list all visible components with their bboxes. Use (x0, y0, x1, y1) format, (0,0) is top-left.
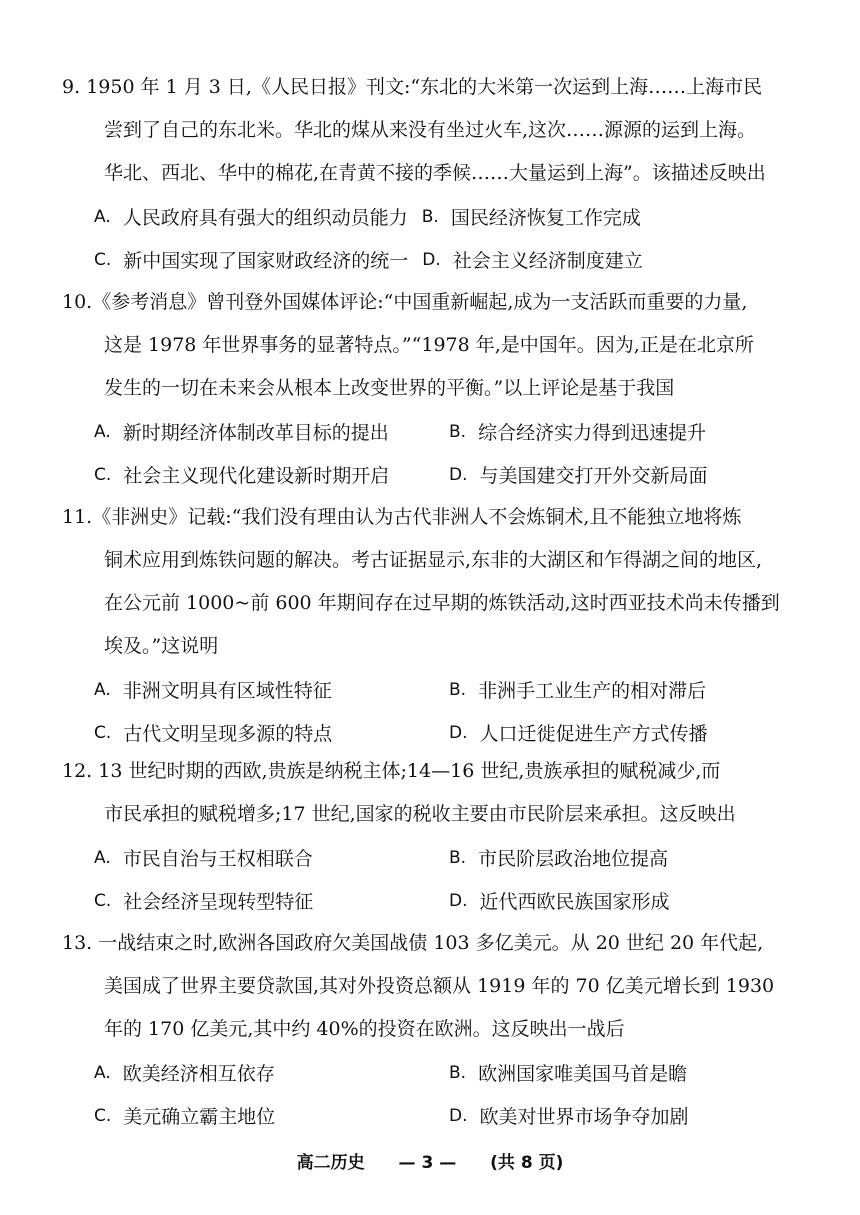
option-letter: A. (94, 1062, 111, 1083)
question-text-line: 尝到了自己的东北米。华北的煤从来没有坐过火车,这次……源源的运到上海。 (104, 119, 757, 141)
option-text: 市民自治与王权相联合 (122, 848, 313, 870)
option-b[interactable] (449, 844, 668, 871)
option-b[interactable] (449, 418, 706, 445)
option-d[interactable] (422, 246, 643, 273)
option-text: 社会主义经济制度建立 (452, 250, 643, 272)
question-13 (62, 922, 804, 1137)
option-letter: B. (449, 1062, 467, 1083)
option-text: 市民阶层政治地位提高 (478, 848, 669, 870)
question-text-line: 13 世纪时期的西欧,贵族是纳税主体;14—16 世纪,贵族承担的赋税减少,而 (98, 760, 721, 782)
question-text-line: 1950 年 1 月 3 日,《人民日报》刊文:“东北的大米第一次运到上海……上海市民 (86, 76, 763, 98)
question-10 (62, 281, 804, 496)
options (62, 668, 804, 754)
question-text-line: 一战结束之时,欧洲各国政府欠美国战债 103 多亿美元。从 20 世纪 20 年代起, (98, 932, 764, 954)
option-text: 美元确立霸主地位 (123, 1106, 276, 1128)
page-footer (0, 1148, 860, 1173)
option-d[interactable] (449, 887, 670, 914)
question-number: 9. (62, 76, 81, 98)
option-c[interactable] (94, 461, 449, 488)
footer-page-number: — 3 — (398, 1153, 457, 1173)
question-number: 10. (62, 291, 93, 313)
option-a[interactable] (94, 844, 449, 871)
options (62, 410, 804, 496)
option-c[interactable] (94, 887, 449, 914)
option-letter: C. (94, 464, 112, 485)
question-text-line: 埃及。”这说明 (104, 635, 219, 657)
question-number: 12. (62, 760, 93, 782)
option-c[interactable] (94, 719, 449, 746)
option-text: 近代西欧民族国家形成 (479, 891, 670, 913)
option-letter: C. (94, 890, 112, 911)
option-d[interactable] (449, 1102, 689, 1129)
option-text: 欧洲国家唯美国马首是瞻 (478, 1063, 688, 1085)
option-letter: C. (94, 1105, 112, 1126)
question-text-line: 美国成了世界主要贷款国,其对外投资总额从 1919 年的 70 亿美元增长到 1930 (104, 975, 775, 997)
question-text-line: 华北、西北、华中的棉花,在青黄不接的季候……大量运到上海”。该描述反映出 (104, 162, 766, 184)
option-letter: B. (449, 421, 467, 442)
question-9 (62, 66, 804, 281)
option-d[interactable] (449, 461, 708, 488)
option-text: 综合经济实力得到迅速提升 (478, 422, 707, 444)
question-number: 11. (62, 506, 93, 528)
option-letter: A. (94, 421, 111, 442)
option-text: 新时期经济体制改革目标的提出 (122, 422, 389, 444)
option-text: 与美国建交打开外交新局面 (479, 465, 708, 487)
option-a[interactable] (94, 203, 408, 230)
option-a[interactable] (94, 676, 449, 703)
option-text: 欧美经济相互依存 (122, 1063, 275, 1085)
option-letter: A. (94, 206, 111, 227)
option-text: 人口迁徙促进生产方式传播 (479, 723, 708, 745)
option-text: 非洲文明具有区域性特征 (122, 680, 332, 702)
option-c[interactable] (94, 246, 408, 273)
question-text-line: 这是 1978 年世界事务的显著特点。”“1978 年,是中国年。因为,正是在北京所 (104, 334, 754, 356)
option-text: 社会主义现代化建设新时期开启 (123, 465, 390, 487)
option-a[interactable] (94, 1059, 449, 1086)
option-letter: B. (421, 206, 439, 227)
option-text: 社会经济呈现转型特征 (123, 891, 314, 913)
option-b[interactable] (449, 676, 706, 703)
option-c[interactable] (94, 1102, 449, 1129)
option-d[interactable] (449, 719, 708, 746)
footer-total-pages: (共 8 页) (490, 1153, 564, 1173)
question-12 (62, 750, 804, 922)
option-letter: A. (94, 847, 111, 868)
option-letter: B. (449, 679, 467, 700)
option-letter: D. (449, 890, 468, 911)
option-text: 人民政府具有强大的组织动员能力 (122, 207, 408, 229)
option-letter: D. (422, 249, 441, 270)
question-text-line: 市民承担的赋税增多;17 世纪,国家的税收主要由市民阶层来承担。这反映出 (104, 803, 736, 825)
question-text-line: 《参考消息》曾刊登外国媒体评论:“中国重新崛起,成为一支活跃而重要的力量, (92, 291, 748, 313)
option-a[interactable] (94, 418, 449, 445)
question-text-line: 铜术应用到炼铁问题的解决。考古证据显示,东非的大湖区和乍得湖之间的地区, (104, 549, 763, 571)
question-number: 13. (62, 932, 93, 954)
option-letter: B. (449, 847, 467, 868)
footer-subject: 高二历史 (296, 1153, 365, 1173)
question-11 (62, 496, 804, 754)
option-letter: C. (94, 722, 112, 743)
option-letter: D. (449, 722, 468, 743)
option-letter: D. (449, 464, 468, 485)
options (62, 836, 804, 922)
question-text-line: 在公元前 1000~前 600 年期间存在过早期的炼铁活动,这时西亚技术尚未传播到 (104, 592, 780, 614)
option-text: 欧美对世界市场争夺加剧 (479, 1106, 689, 1128)
option-letter: D. (449, 1105, 468, 1126)
option-text: 新中国实现了国家财政经济的统一 (123, 250, 409, 272)
option-text: 非洲手工业生产的相对滞后 (478, 680, 707, 702)
option-b[interactable] (422, 203, 641, 230)
question-text-line: 《非洲史》记载:“我们没有理由认为古代非洲人不会炼铜术,且不能独立地将炼 (92, 506, 742, 528)
question-text-line: 年的 170 亿美元,其中约 40%的投资在欧洲。这反映出一战后 (104, 1018, 625, 1040)
question-text-line: 发生的一切在未来会从根本上改变世界的平衡。”以上评论是基于我国 (104, 377, 675, 399)
option-text: 国民经济恢复工作完成 (450, 207, 641, 229)
options (62, 1051, 804, 1137)
option-letter: C. (94, 249, 112, 270)
option-letter: A. (94, 679, 111, 700)
option-text: 古代文明呈现多源的特点 (123, 723, 333, 745)
option-b[interactable] (449, 1059, 687, 1086)
options (62, 195, 804, 281)
